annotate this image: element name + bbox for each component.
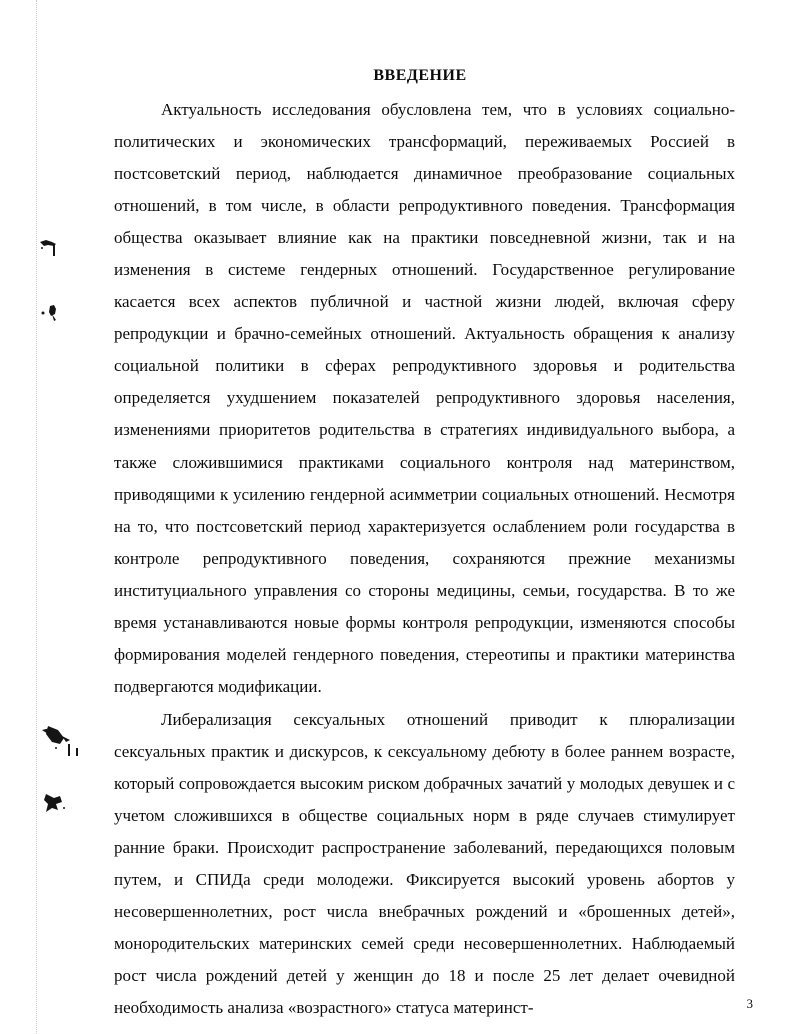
scan-blot-2	[40, 300, 64, 324]
scan-blot-4	[40, 790, 70, 816]
paragraph-1: Актуальность исследования обусловлена тем, что в условиях социально-политических и экономических трансформаций, переживаемых Россией в постсоветский период, наблюдается динамичное преобразование социальных отношений, в том числе, в области репродуктивного поведения. Трансформация общества оказывает влияние как на практики повседневной жизни, так и на изменения в системе гендерных отношений. Государственное регулирование касается всех аспектов публичной и частной жизни людей, включая сферу репродукции и брачно-семейных отношений. Актуальность обращения к анализу социальной политики в сферах репродуктивного здоровья и родительства определяется ухудшением показателей репродуктивного здоровья населения, изменениями приоритетов родительства в стратегиях индивидуального выбора, а также сложившимися практиками социального контроля над материнством, приводящими к усилению гендерной асимметрии социальных отношений. Несмотря на то, что постсоветский период характеризуется ослаблением роли государства в контроле репродуктивного поведения, сохраняются прежние механизмы институциального управления со стороны медицины, семьи, государства. В то же время устанавливаются новые формы контроля репродукции, изменяются способы формирования моделей гендерного поведения, стереотипы и практики материнства подвергаются модификации.	[114, 100, 735, 696]
page-number: 3	[746, 996, 753, 1011]
paragraph-2: Либерализация сексуальных отношений приводит к плюрализации сексуальных практик и дискурсов, к сексуальному дебюту в более раннем возрасте, который сопровождается высоким риском добрачных зачатий у молодых девушек и с учетом сложившихся в обществе социальных норм в ряде случаев стимулирует ранние браки. Происходит распространение заболеваний, передающихся половым путем, и СПИДа среди молодежи. Фиксируется высокий уровень абортов у несовершеннолетних, рост числа внебрачных рождений и «брошенных детей», монородительских материнских семей среди несовершеннолетних. Наблюдаемый рост числа рождений детей у женщин до 18 и после 25 лет делает очевидной необходимость анализа «возрастного» статуса материнст-	[114, 709, 735, 1018]
scan-blot-1	[38, 232, 62, 260]
body-text	[114, 94, 735, 1024]
page-edge-line	[36, 0, 38, 1034]
section-heading: ВВЕДЕНИЕ	[373, 67, 467, 84]
scan-blot-3	[38, 718, 84, 768]
